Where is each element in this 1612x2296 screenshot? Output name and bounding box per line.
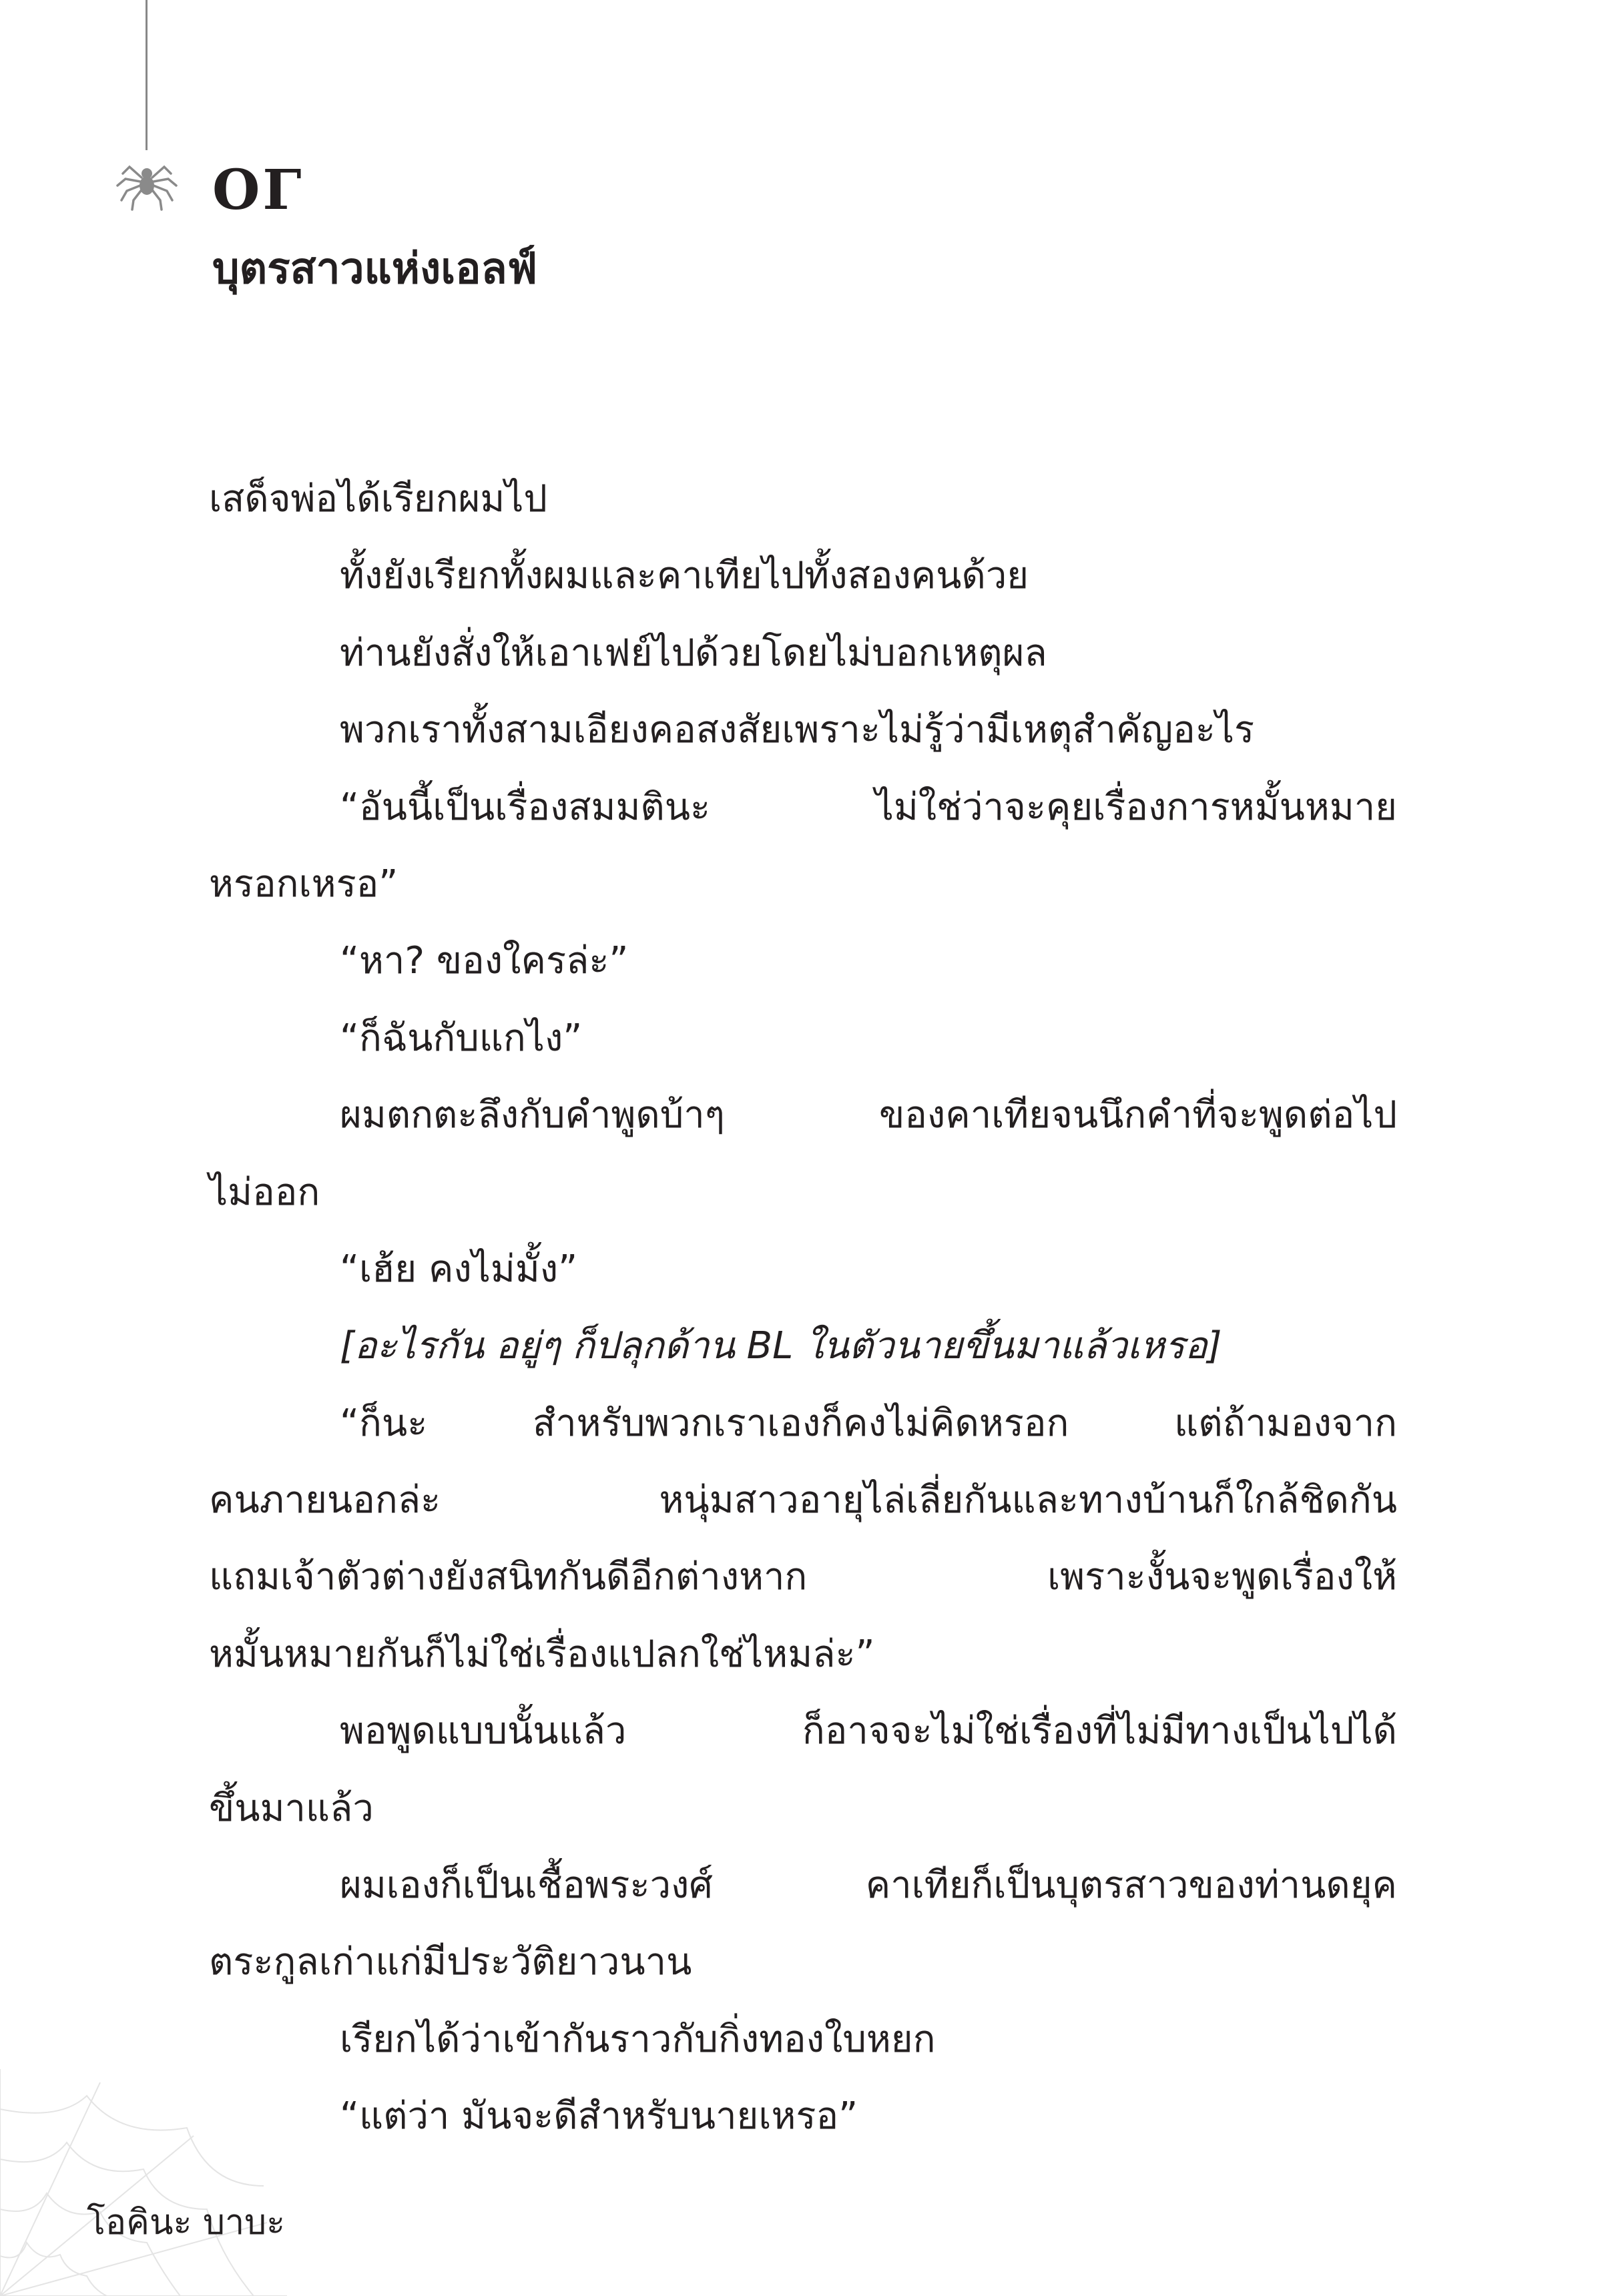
text-line: “หา? ของใครล่ะ”: [340, 939, 629, 983]
cobweb-icon: [0, 2042, 287, 2296]
text-line: พอพูดแบบนั้นแล้ว ก็อาจจะไม่ใช่เรื่องที่ไม่มีทางเป็นไปได้: [340, 1709, 1397, 1753]
text-line: ผมเองก็เป็นเชื้อพระวงศ์ คาเทียก็เป็นบุตรสาวของท่านดยุค: [340, 1863, 1397, 1908]
text-line: ไม่ออก: [209, 1170, 320, 1214]
text-line: เรียกได้ว่าเข้ากันราวกับกิ่งทองใบหยก: [340, 2017, 936, 2061]
text-line: หรอกเหรอ”: [209, 862, 398, 906]
text-line: ผมตกตะลึงกับคำพูดบ้าๆ ของคาเทียจนนึกคำที่จะพูดต่อไป: [340, 1093, 1397, 1137]
text-line: พวกเราทั้งสามเอียงคอสงสัยเพราะไม่รู้ว่ามีเหตุสำคัญอะไร: [340, 708, 1255, 752]
spider-icon: [113, 147, 180, 214]
text-line: แถมเจ้าตัวต่างยังสนิทกันดีอีกต่างหาก เพราะงั้นจะพูดเรื่องให้: [209, 1555, 1397, 1599]
text-line: “เฮ้ย คงไม่มั้ง”: [340, 1247, 578, 1291]
text-line: ท่านยังสั่งให้เอาเฟย์ไปด้วยโดยไม่บอกเหตุผล: [340, 631, 1047, 675]
text-line: คนภายนอกล่ะ หนุ่มสาวอายุไล่เลี่ยกันและทางบ้านก็ใกล้ชิดกัน: [209, 1478, 1397, 1522]
text-line: [อะไรกัน อยู่ๆ ก็ปลุกด้าน BL ในตัวนายขึ้นมาแล้วเหรอ]: [340, 1324, 1222, 1368]
text-line: “แต่ว่า มันจะดีสำหรับนายเหรอ”: [340, 2094, 858, 2138]
text-line: หมั้นหมายกันก็ไม่ใช่เรื่องแปลกใช่ไหมล่ะ”: [209, 1632, 875, 1676]
text-line: เสด็จพ่อได้เรียกผมไป: [209, 477, 547, 521]
text-line: ตระกูลเก่าแก่มีประวัติยาวนาน: [209, 1940, 692, 1984]
text-line: “ก็ฉันกับแกไง”: [340, 1016, 583, 1060]
chapter-number: ΟΓ: [212, 158, 304, 222]
chapter-title: บุตรสาวแห่งเอลฟ์: [212, 244, 538, 294]
text-line: “อันนี้เป็นเรื่องสมมตินะ ไม่ใช่ว่าจะคุยเรื่องการหมั้นหมาย: [340, 785, 1397, 829]
text-line: ขึ้นมาแล้ว: [209, 1786, 374, 1830]
text-line: “ก็นะ สำหรับพวกเราเองก็คงไม่คิดหรอก แต่ถ้ามองจาก: [340, 1401, 1397, 1445]
body-text: [209, 461, 1397, 2155]
spider-thread: [146, 0, 148, 150]
text-line: ทั้งยังเรียกทั้งผมและคาเทียไปทั้งสองคนด้วย: [340, 554, 1029, 598]
footer-author: โอคินะ บาบะ: [87, 2203, 286, 2243]
